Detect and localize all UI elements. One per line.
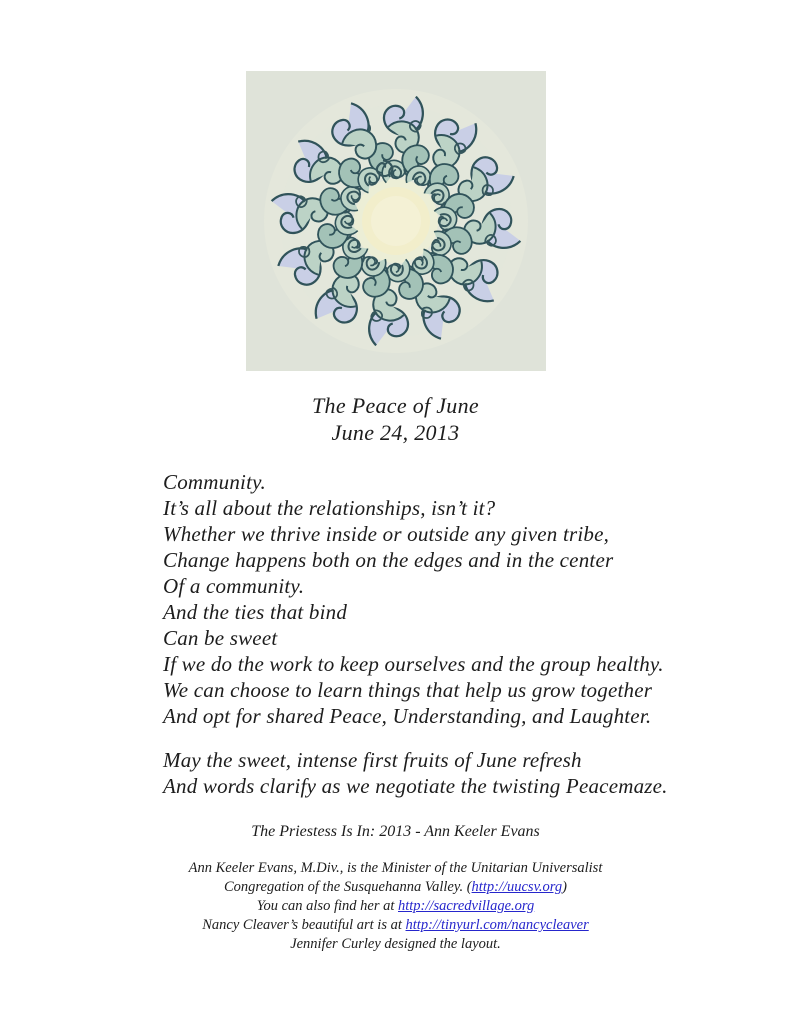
footer-line-1: Ann Keeler Evans, M.Div., is the Minister of the Unitarian Universalist	[188, 860, 603, 876]
footer-line-4-text: Nancy Cleaver’s beautiful art is at	[202, 917, 406, 933]
poem-line: It’s all about the relationships, isn’t it?	[163, 496, 496, 520]
footer-line-2-suffix: )	[562, 879, 568, 895]
footer-line-5: Jennifer Curley designed the layout.	[290, 936, 501, 952]
footer-line-3	[0, 897, 791, 916]
nancycleaver-link[interactable]: http://tinyurl.com/nancycleaver	[405, 917, 589, 933]
poem-line: Change happens both on the edges and in the center	[163, 548, 614, 572]
byline: The Priestess Is In: 2013 - Ann Keeler Evans	[251, 823, 540, 840]
footer-line-4	[0, 916, 791, 935]
poem-line: And the ties that bind	[163, 600, 348, 624]
poem-line: And words clarify as we negotiate the twisting Peacemaze.	[163, 774, 668, 798]
footer	[0, 859, 791, 954]
poem-line: Can be sweet	[163, 626, 278, 650]
page-date: June 24, 2013	[331, 420, 460, 445]
paisley-wreath-image	[246, 70, 546, 372]
footer-line-3-text: You can also find her at	[256, 898, 398, 914]
poem-line: May the sweet, intense first fruits of June refresh	[163, 748, 582, 772]
poem-line: We can choose to learn things that help us grow together	[163, 678, 653, 702]
footer-line-2	[0, 878, 791, 897]
poem-line: Of a community.	[163, 574, 305, 598]
paisley-wreath-artwork	[246, 70, 546, 372]
footer-line-2-text: Congregation of the Susquehanna Valley. (	[223, 879, 472, 895]
poem-line: Community.	[163, 470, 266, 494]
uucsv-link[interactable]: http://uucsv.org	[471, 879, 563, 895]
poem-line: Whether we thrive inside or outside any given tribe,	[163, 522, 610, 546]
poem-line: If we do the work to keep ourselves and the group healthy.	[163, 652, 664, 676]
page-title: The Peace of June	[312, 393, 479, 418]
title-block	[0, 392, 791, 446]
sacredvillage-link[interactable]: http://sacredvillage.org	[398, 898, 535, 914]
poem-stanza-2	[163, 747, 773, 799]
poem-stanza-1	[163, 469, 773, 729]
poem-line: And opt for shared Peace, Understanding, and Laughter.	[163, 704, 652, 728]
